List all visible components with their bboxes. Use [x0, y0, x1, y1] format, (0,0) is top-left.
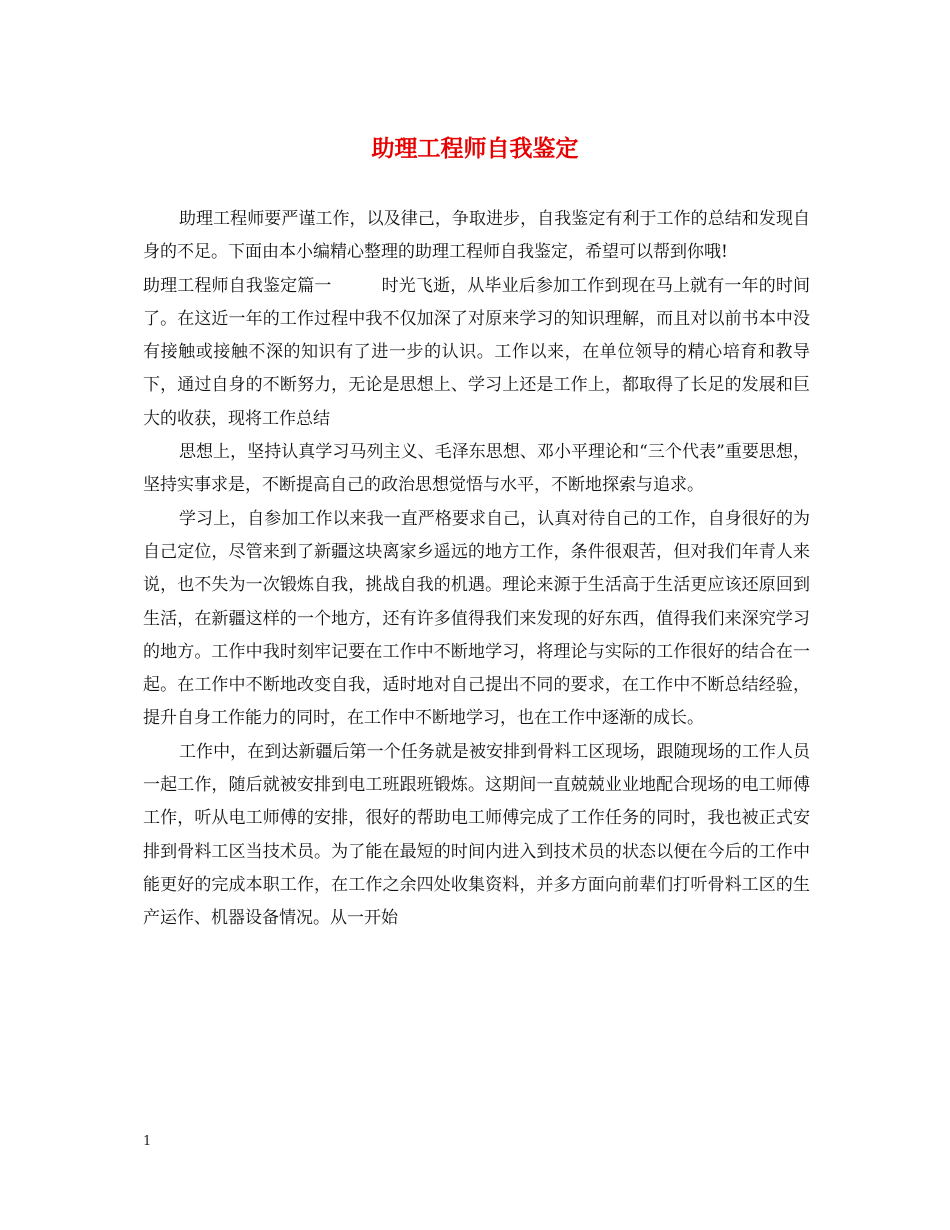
intro-paragraph: 助理工程师要严谨工作，以及律己，争取进步，自我鉴定有利于工作的总结和发现自身的不足。下面由本小编精心整理的助理工程师自我鉴定，希望可以帮到你哦! [143, 209, 810, 263]
document-title: 助理工程师自我鉴定 [371, 135, 579, 162]
section-paragraph [143, 270, 810, 436]
section-text: 时光飞逝，从毕业后参加工作到现在马上就有一年的时间了。在这近一年的工作过程中我不仅加深了对原来学习的知识理解，而且对以前书本中没有接触或接触不深的知识有了进一步的认识。工作以来，在单位领导的精心培育和教导下，通过自身的不断努力，无论是思想上、学习上还是工作上，都取得了长足的发展和巨大的收获，现将工作总结 [143, 275, 811, 429]
study-paragraph: 学习上，自参加工作以来我一直严格要求自己，认真对待自己的工作，自身很好的为自己定位，尽管来到了新疆这块离家乡遥远的地方工作，条件很艰苦，但对我们年青人来说，也不失为一次锻炼自我，挑战自我的机遇。理论来源于生活高于生活更应该还原回到生活，在新疆这样的一个地方，还有许多值得我们来发现的好东西，值得我们来深究学习的地方。工作中我时刻牢记要在工作中不断地学习，将理论与实际的工作很好的结合在一起。在工作中不断地改变自我，适时地对自己提出不同的要求，在工作中不断总结经验，提升自身工作能力的同时，在工作中不断地学习，也在工作中逐渐的成长。 [143, 508, 810, 729]
section-heading: 助理工程师自我鉴定篇一 [143, 275, 332, 296]
page-number: 1 [143, 1134, 152, 1149]
thought-paragraph: 思想上，坚持认真学习马列主义、毛泽东思想、邓小平理论和“三个代表”重要思想，坚持实事求是，不断提高自己的政治思想觉悟与水平，不断地探索与追求。 [143, 442, 810, 496]
document-body [143, 203, 810, 936]
work-paragraph: 工作中，在到达新疆后第一个任务就是被安排到骨料工区现场，跟随现场的工作人员一起工作，随后就被安排到电工班跟班锻炼。这期间一直兢兢业业地配合现场的电工师傅工作，听从电工师傅的安排，很好的帮助电工师傅完成了工作任务的同时，我也被正式安排到骨料工区当技术员。为了能在最短的时间内进入到技术员的状态以便在今后的工作中能更好的完成本职工作，在工作之余四处收集资料，并多方面向前辈们打听骨料工区的生产运作、机器设备情况。从一开始 [143, 741, 810, 929]
